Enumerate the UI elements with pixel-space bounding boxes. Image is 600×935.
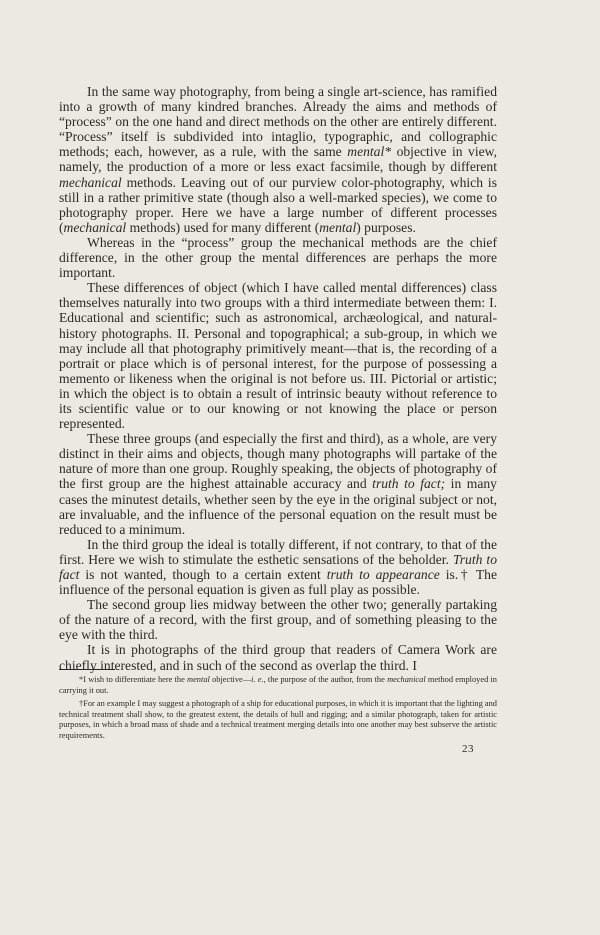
paragraph: It is in photographs of the third group that readers of Camera Work are chiefly interested, and in such of the second as overlap the third. I [59,642,497,673]
footnote: *I wish to differentiate here the mental objective—i. e., the purpose of the author, from the mechanical method employed in carrying it out. [59,675,497,695]
article-body [59,84,497,673]
paragraph: In the same way photography, from being a single art-science, has ramified into a growth of many kindred branches. Already the aims and methods of “process” on the one hand and direct methods on the other are entirely different. “Process” itself is subdivided into intaglio, typographic, and collographic methods; each, however, as a rule, with the same mental* objective in view, namely, the production of a more or less exact facsimile, though by different mechanical methods. Leaving out of our purview color-photography, which is still in a rather primitive state (though also a well-marked species), we come to photography proper. Here we have a large number of different processes (mechanical methods) used for many different (mental) purposes. [59,84,497,235]
paragraph: Whereas in the “process” group the mechanical methods are the chief difference, in the other group the mental differences are perhaps the more important. [59,234,497,281]
paragraph: These three groups (and especially the first and third), as a whole, are very distinct in their aims and objects, though many photographs will partake of the nature of more than one group. Roughly speaking, the objects of photography of the first group are the highest attainable accuracy and truth to fact; in many cases the minutest details, whether seen by the eye in the original subject or not, are invaluable, and the influence of the personal equation on the result must be reduced to a minimum. [59,431,497,537]
paragraph: The second group lies midway between the other two; generally partaking of the nature of a record, with the first group, and of something pleasing to the eye with the third. [59,597,497,643]
footnotes [59,675,497,745]
page-number: 23 [462,743,474,755]
footnote-rule [59,669,115,670]
paragraph: In the third group the ideal is totally different, if not contrary, to that of the first. Here we wish to stimulate the esthetic sensations of the beholder. Truth to fact is not wanted, though to a certain extent truth to appearance is.† The influence of the personal equation is given as full play as possible. [59,536,497,598]
paragraph: These differences of object (which I have called mental differences) class themselves naturally into two groups with a third intermediate between them: I. Educational and scientific; such as astronomical, archæological, and natural-history photographs. II. Personal and topographical; a sub-group, in which we may include all that photography primitively meant—that is, the recording of a portrait or place which is of personal interest, for the purpose of possessing a memento or likeness when the original is not before us. III. Pictorial or artistic; in which the object is to obtain a result of intrinsic beauty without reference to its scientific value or to our knowing or not knowing the place or person represented. [59,280,497,432]
footnote: †For an example I may suggest a photograph of a ship for educational purposes, in which it is important that the lighting and technical treatment shall show, to the greatest extent, the details of hull and rigging; and a similar photograph, taken for artistic purposes, in which a broad mass of shade and a technical treatment merging details into one another may best subserve the artistic requirements. [59,699,497,740]
